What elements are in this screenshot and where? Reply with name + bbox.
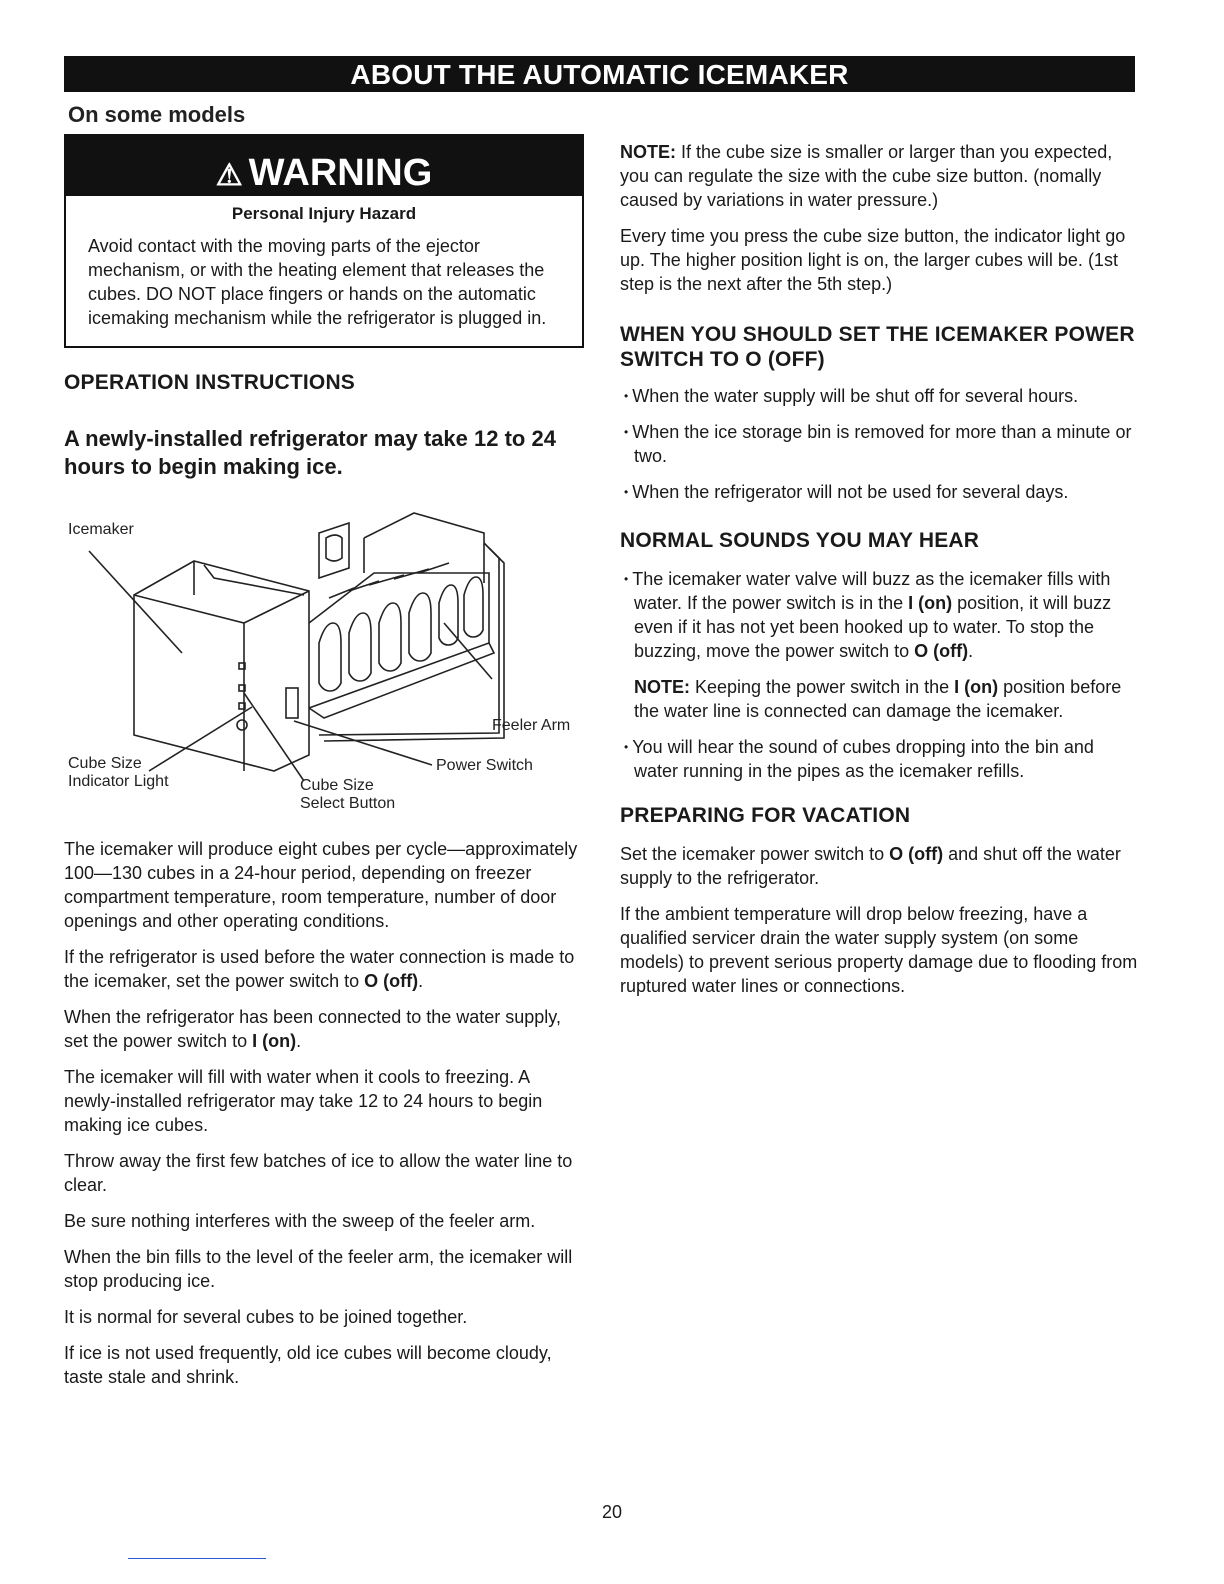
warning-header	[66, 136, 582, 196]
operation-heading: OPERATION INSTRUCTIONS	[64, 371, 356, 394]
sounds-note: NOTE: Keeping the power switch in the I (on) position before the water line is connected can damage the icemaker.	[634, 677, 1122, 721]
warning-body: Avoid contact with the moving parts of the ejector mechanism, or with the heating element that releases the cubes. DO NOT place fingers or hands on the automatic icemaking mechanism while the refrigerator is plugged in.	[88, 236, 547, 328]
warning-subtitle: Personal Injury Hazard	[231, 204, 417, 223]
op-para-2: If the refrigerator is used before the water connection is made to the icemaker, set the power switch to O (off).	[64, 947, 575, 991]
icemaker-diagram	[64, 503, 584, 843]
cube-size-note: NOTE: If the cube size is smaller or larger than you expected, you can regulate the size with the cube size button. (nomally caused by variations in water pressure.)	[620, 142, 1113, 210]
sounds-list	[620, 567, 1140, 663]
label-cube-size-select: Cube Size Select Button	[300, 777, 396, 812]
right-column	[620, 140, 1140, 1010]
cube-size-indicator-text: Every time you press the cube size button, the indicator light go up. The higher position light is on, the larger cubes will be. (1st step is the next after the 5th step.)	[620, 226, 1126, 294]
list-item: • When the water supply will be shut off for several hours.	[620, 384, 1140, 408]
left-column	[64, 134, 584, 1401]
vacation-heading: PREPARING FOR VACATION	[620, 804, 911, 827]
sounds-heading: NORMAL SOUNDS YOU MAY HEAR	[620, 529, 980, 552]
when-heading: WHEN YOU SHOULD SET THE ICEMAKER POWER SWITCH TO O (OFF)	[620, 323, 1135, 371]
list-item: • When the ice storage bin is removed for more than a minute or two.	[620, 420, 1140, 468]
vacation-para-2: If the ambient temperature will drop below freezing, have a qualified servicer drain the water supply system (on some models) to prevent serious property damage due to flooding from ruptured water lines or connections.	[620, 904, 1138, 996]
list-item: • The icemaker water valve will buzz as the icemaker fills with water. If the power switch is in the I (on) position, it will buzz even if it has not yet been hooked up to water. To stop the buzzing, move the power switch to O (off).	[620, 567, 1140, 663]
label-cube-size-indicator: Cube Size Indicator Light	[68, 755, 169, 790]
warning-triangle-icon: ⚠	[215, 159, 243, 192]
op-para-6: Be sure nothing interferes with the sweep of the feeler arm.	[64, 1211, 536, 1231]
op-para-7: When the bin fills to the level of the feeler arm, the icemaker will stop producing ice.	[64, 1247, 573, 1291]
list-item: • When the refrigerator will not be used for several days.	[620, 480, 1140, 504]
op-para-5: Throw away the first few batches of ice to allow the water line to clear.	[64, 1151, 573, 1195]
label-feeler-arm: Feeler Arm	[492, 717, 571, 734]
operation-subheading: A newly-installed refrigerator may take 12 to 24 hours to begin making ice.	[64, 426, 556, 479]
op-para-4: The icemaker will fill with water when it cools to freezing. A newly-installed refrigerator may take 12 to 24 hours to begin making ice cubes.	[64, 1067, 543, 1135]
op-para-9: If ice is not used frequently, old ice cubes will become cloudy, taste stale and shrink.	[64, 1343, 552, 1387]
op-para-8: It is normal for several cubes to be joined together.	[64, 1307, 468, 1327]
when-list	[620, 384, 1140, 504]
page-number: 20	[601, 1502, 623, 1522]
warning-box	[64, 134, 584, 348]
warning-title: WARNING	[248, 152, 433, 194]
vacation-para-1: Set the icemaker power switch to O (off) and shut off the water supply to the refrigerator.	[620, 844, 1121, 888]
sounds-list-2	[620, 735, 1140, 783]
label-power-switch: Power Switch	[436, 757, 533, 774]
op-para-3: When the refrigerator has been connected to the water supply, set the power switch to I (on).	[64, 1007, 561, 1051]
op-para-1: The icemaker will produce eight cubes per cycle—approximately 100—130 cubes in a 24-hour period, depending on freezer compartment temperature, room temperature, number of door openings and other operating conditions.	[64, 839, 578, 931]
footer-line	[128, 1558, 266, 1559]
page-banner: ABOUT THE AUTOMATIC ICEMAKER	[64, 56, 1135, 92]
list-item: • You will hear the sound of cubes dropping into the bin and water running in the pipes as the icemaker refills.	[620, 735, 1140, 783]
models-subhead: On some models	[68, 102, 246, 127]
label-icemaker: Icemaker	[68, 521, 134, 538]
